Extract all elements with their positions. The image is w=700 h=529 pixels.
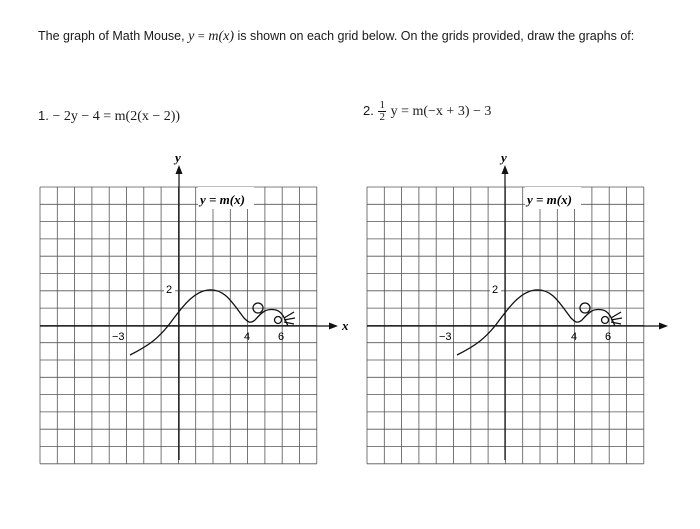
problem-2 <box>363 100 491 123</box>
curve-label: y = m(x) <box>200 192 245 207</box>
tick-label-x-neg3: −3 <box>439 331 452 343</box>
tick-label-x-neg3: −3 <box>112 331 125 343</box>
curve-label: y = m(x) <box>527 192 572 207</box>
problem-2-number: 2. <box>363 102 374 118</box>
y-axis-label: y <box>501 150 507 165</box>
tick-label-x4: 4 <box>244 331 251 343</box>
problem-2-fraction <box>378 100 386 123</box>
grid-1 <box>30 150 360 470</box>
x-axis-arrow <box>329 323 338 330</box>
intro-eq-sign: = <box>197 29 205 43</box>
tick-label-x6: 6 <box>605 331 612 343</box>
problem-1-number: 1. <box>38 108 49 123</box>
grid-2 <box>355 150 695 470</box>
tick-label-x4: 4 <box>571 331 578 343</box>
intro-eq-rhs: m(x) <box>208 29 234 44</box>
problem-1-equation: − 2y − 4 = m(2(x − 2)) <box>52 109 181 124</box>
tick-label-y2: 2 <box>166 284 173 296</box>
x-axis-label: x <box>342 318 349 333</box>
tick-label-x6: 6 <box>278 331 285 343</box>
x-axis-arrow <box>659 323 668 330</box>
mouse-whiskers <box>284 312 295 324</box>
problem-1 <box>38 108 180 125</box>
mouse-curve <box>130 290 295 355</box>
mouse-eye <box>275 317 282 324</box>
problem-2-equation: y = m(−x + 3) − 3 <box>390 103 492 119</box>
mouse-eye <box>602 317 609 324</box>
fraction-numerator: 1 <box>379 99 385 111</box>
y-axis-arrow <box>502 165 509 174</box>
y-axis-label: y <box>175 150 181 165</box>
instructions <box>38 28 658 45</box>
intro-eq-lhs: y <box>188 29 195 44</box>
intro-prefix: The graph of Math Mouse, <box>38 29 185 43</box>
mouse-curve <box>457 290 622 355</box>
y-axis-arrow <box>176 165 183 174</box>
mouse-whiskers <box>611 312 622 324</box>
intro-suffix: is shown on each grid below. On the grids provided, draw the graphs of: <box>237 29 635 43</box>
fraction-denominator: 2 <box>379 111 385 123</box>
tick-label-y2: 2 <box>492 284 499 296</box>
